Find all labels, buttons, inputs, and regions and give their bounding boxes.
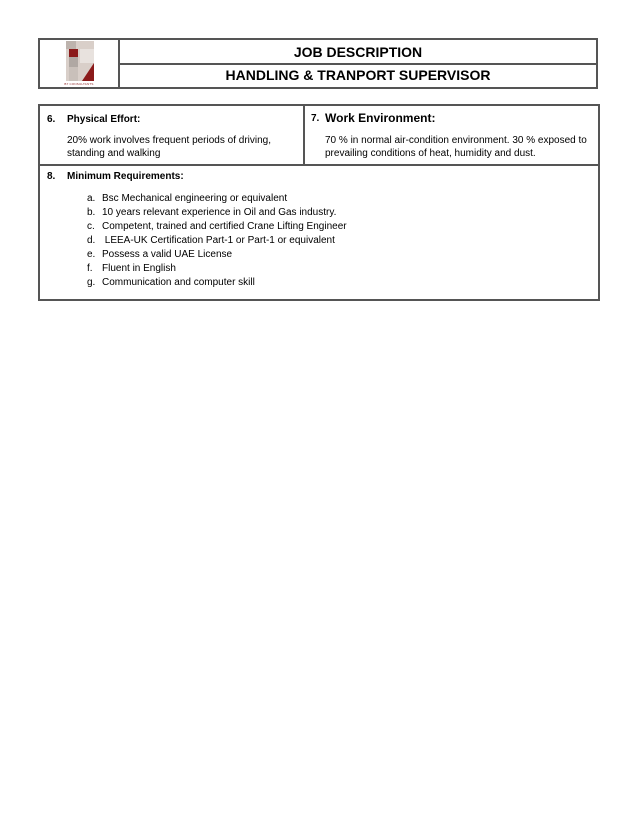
list-item-text: Fluent in English <box>102 263 176 274</box>
list-item <box>87 234 347 248</box>
text-line: 20% work involves frequent periods of driving, <box>67 135 271 146</box>
section-number: 8. <box>47 171 56 182</box>
work-environment-text <box>325 134 587 160</box>
list-item <box>87 220 347 234</box>
text-line: 70 % in normal air-condition environment. 30 % exposed to <box>325 135 587 146</box>
list-marker: a. <box>87 193 96 204</box>
list-marker: c. <box>87 221 95 232</box>
job-title: HANDLING & TRANPORT SUPERVISOR <box>225 67 491 83</box>
list-marker: g. <box>87 277 96 288</box>
requirements-list <box>87 192 347 290</box>
physical-effort-text <box>67 134 271 160</box>
work-environment-cell <box>305 106 598 164</box>
list-item-text: Communication and computer skill <box>102 277 255 288</box>
list-item-text: 10 years relevant experience in Oil and Gas industry. <box>102 207 337 218</box>
list-marker: b. <box>87 207 96 218</box>
document-title: JOB DESCRIPTION <box>120 40 596 65</box>
job-details-table <box>38 104 600 301</box>
effort-environment-row <box>40 106 598 166</box>
logo-caption: B7 CONSULTANTS <box>64 82 94 86</box>
list-item-text: Bsc Mechanical engineering or equivalent <box>102 193 288 204</box>
section-heading: Physical Effort: <box>67 114 141 125</box>
list-marker: d. <box>87 235 96 246</box>
company-logo-icon <box>64 41 96 83</box>
section-heading: Minimum Requirements: <box>67 171 184 182</box>
list-item <box>87 276 347 290</box>
logo-cell <box>40 40 120 87</box>
physical-effort-cell <box>40 106 305 164</box>
list-item <box>87 248 347 262</box>
list-item <box>87 262 347 276</box>
text-line: standing and walking <box>67 148 161 159</box>
section-number: 6. <box>47 114 56 125</box>
list-item <box>87 192 347 206</box>
section-heading: Work Environment: <box>325 111 436 125</box>
section-number: 7. <box>311 113 320 124</box>
list-item <box>87 206 347 220</box>
text-line: prevailing conditions of heat, humidity and dust. <box>325 148 536 159</box>
list-marker: e. <box>87 249 96 260</box>
header-table <box>38 38 598 89</box>
list-item-text: LEEA-UK Certification Part-1 or Part-1 or equivalent <box>102 235 335 246</box>
list-marker: f. <box>87 263 93 274</box>
list-item-text: Possess a valid UAE License <box>102 249 233 260</box>
list-item-text: Competent, trained and certified Crane Lifting Engineer <box>102 221 347 232</box>
